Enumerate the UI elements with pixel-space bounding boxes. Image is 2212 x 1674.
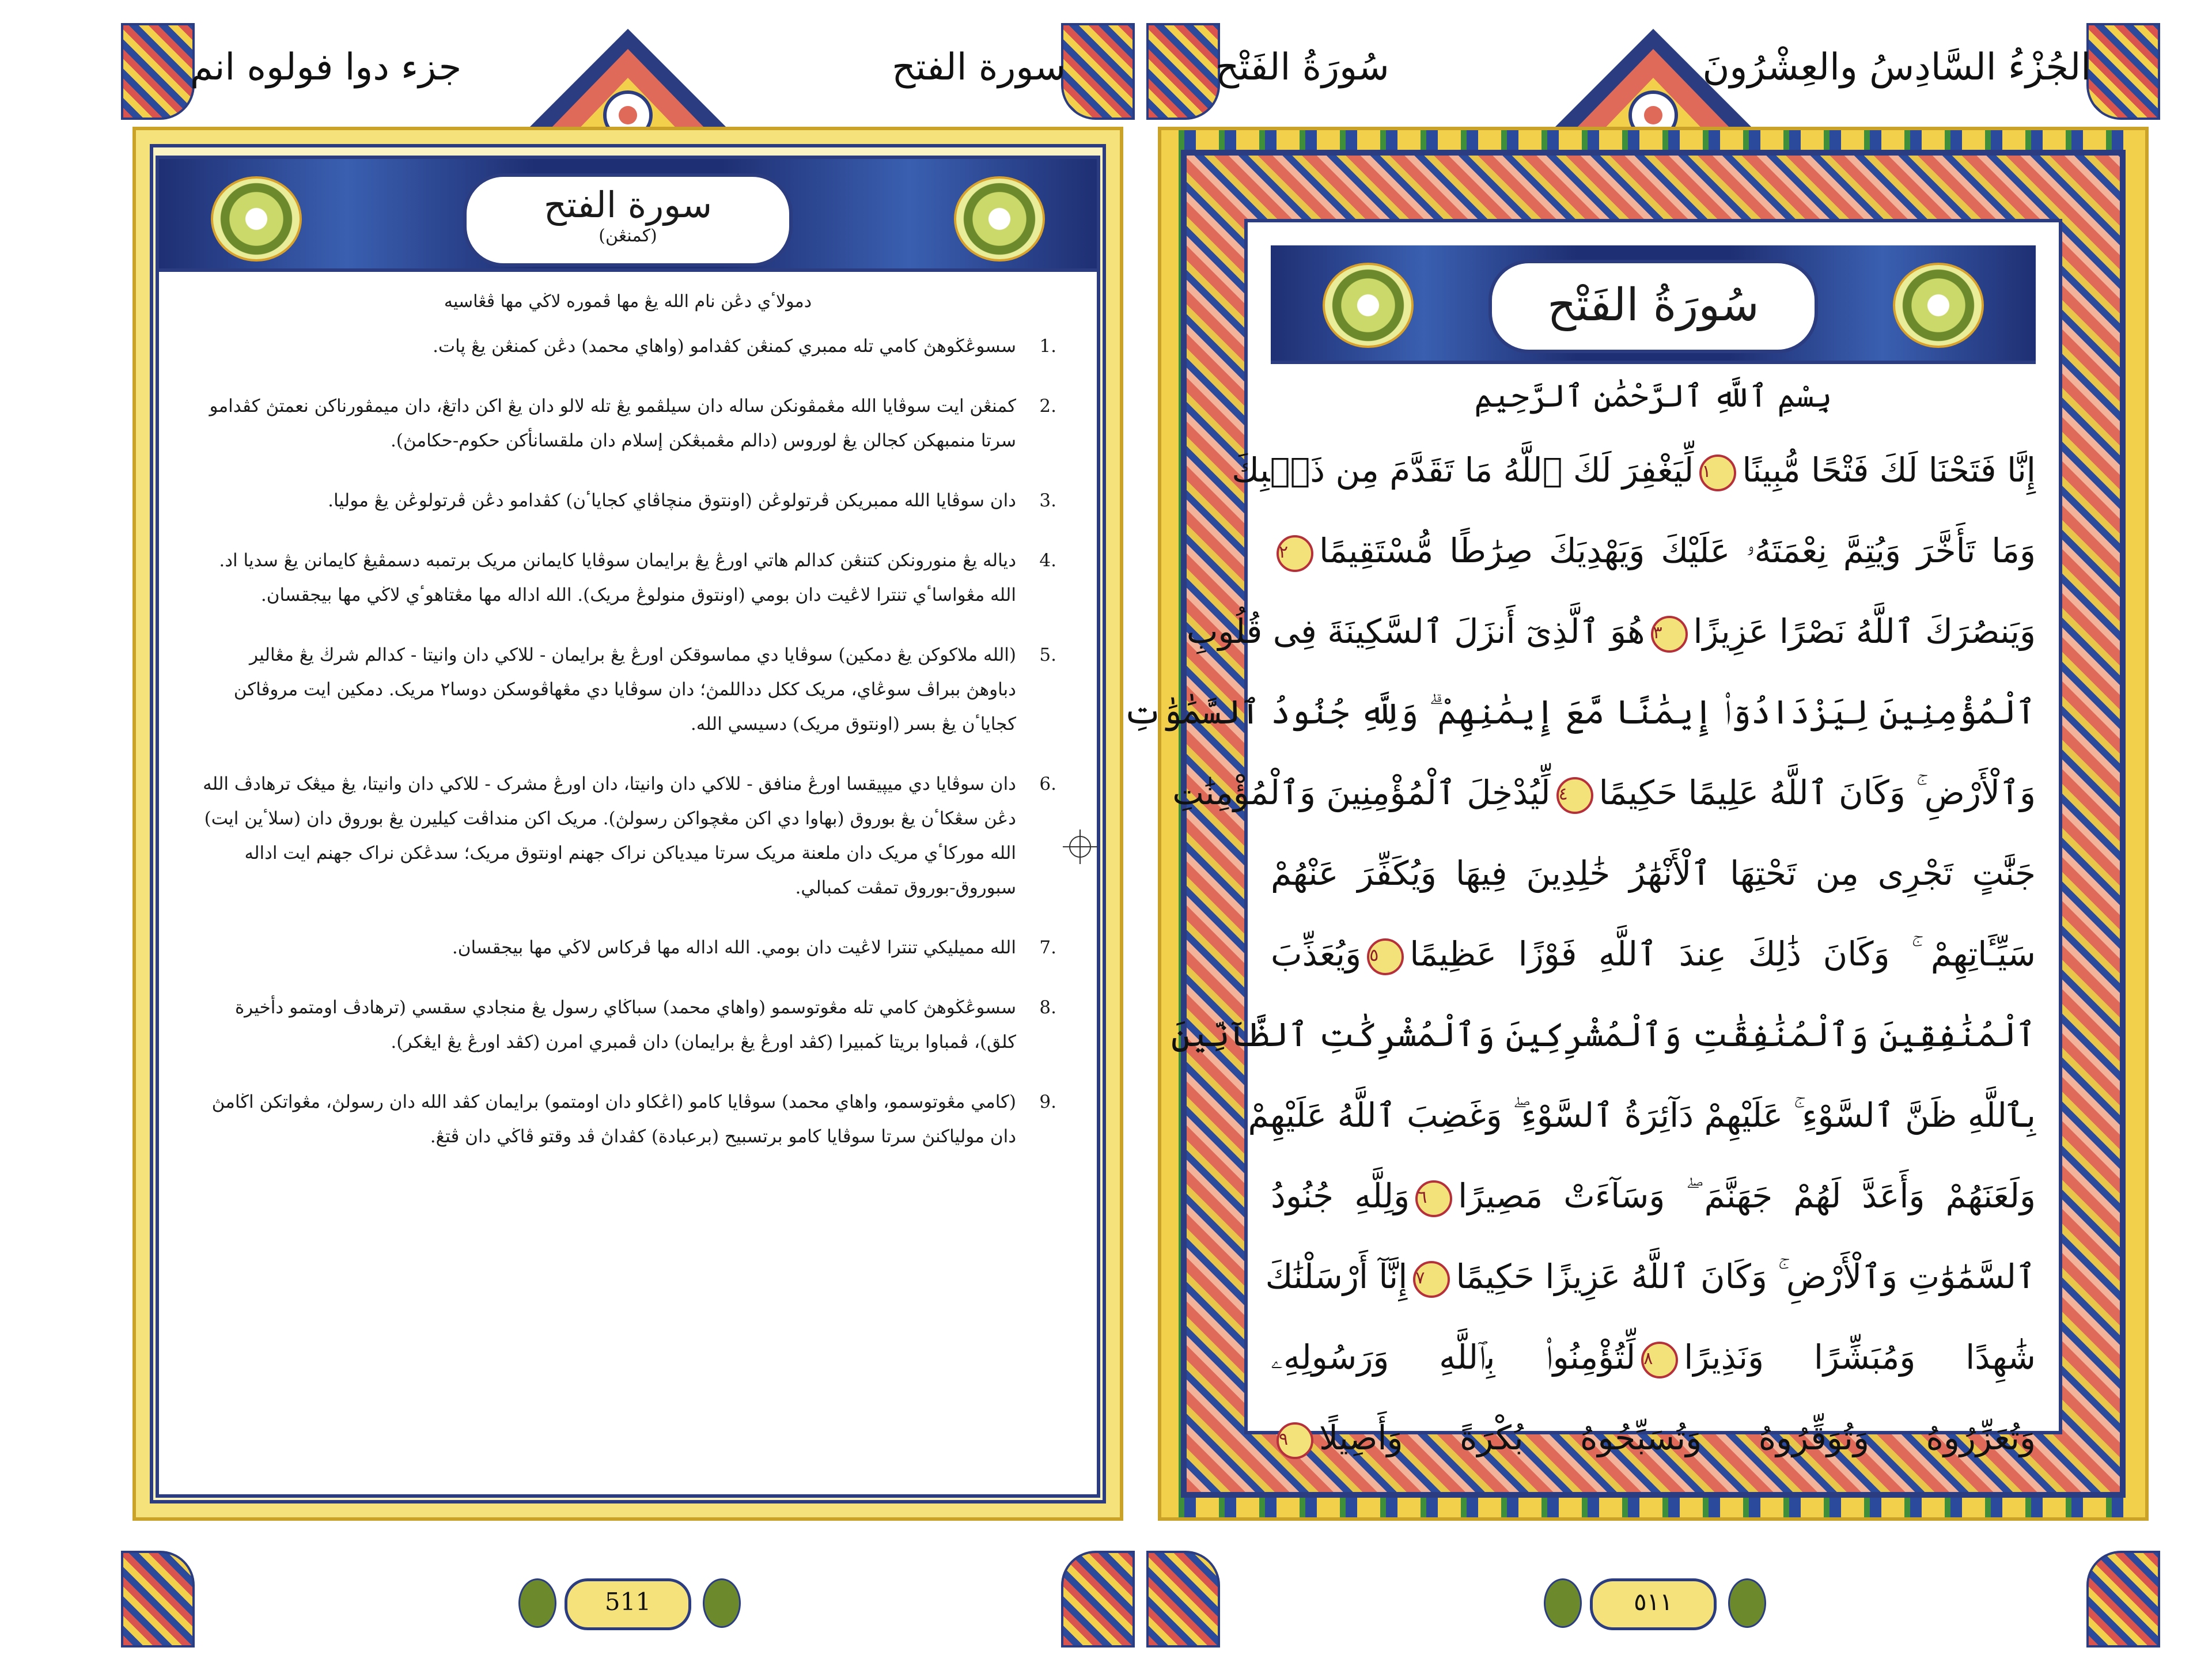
verse-item [199,329,1056,363]
ayah-line: ٱلْمُؤْمِنِينَ لِيَزْدَادُوٓا۟ إِيمَٰنًا مَّعَ إِيمَٰنِهِمْ ۗ وَلِلَّهِ جُنُودُ ٱلسَّمَٰوَٰتِ [1123,692,2036,732]
text-panel [1123,219,2062,1457]
ayah-line: وَتُعَزِّرُوهُ وَتُوَقِّرُوهُ وَتُسَبِّحُوهُ بُكْرَةً وَأَصِيلًا٩ [1271,1397,2036,1478]
surah-banner [1271,245,2036,364]
surah-subtitle: (كمنڠن) [599,226,657,246]
verse-item [199,543,1056,612]
medallion-ornament [1893,263,1984,348]
crosshair-icon [1063,830,1097,864]
ayah-marker: ٢ [1277,535,1313,572]
verse-text: دان سوڤايا الله ممبريكن ڤرتولوڠن (اونتوق منچاڤاي كجاياٴن) كڤدامو دڠن ڤرتولوڠن يڠ موليا. [328,490,1016,511]
verse-text: (كامي مڠوتوسمو، واهاي محمد) سوڤايا كامو (اڠكاو دان اومتمو) برايمان كڤد الله دان رسولڽ، مڠواتكن اڬامڽ دان مولياكنڽ سرتا سوڤايا كامو برتسبيح (برعبادة) كڤداڽ ڤد وقتو ڤاڬي دان ڤتڠ. [211,1092,1016,1147]
verse-text: (الله ملاكوكن يڠ دمكين) سوڤايا دي مماسوقكن اورڠ يڠ برايمان - للاكي دان وانيتا - كدالم شرڬ يڠ مڠالير دباوهڽ ببراڤ سوڠاي، مريک ككل دداللمڽ؛ دان سوڤايا دي مڠهاڤوسكن دوسا٢ مريک. دمكين ايت مروڤاكن كجاياٴن يڠ بسر (اونتوق مريک) دسيسي الله. [233,645,1016,734]
translation-text [199,291,1056,1179]
verse-text: سسوڠڬوهڽ كامي تله مڠوتوسمو (واهاي محمد) سباڬاي رسول يڠ منجادي سقسي (ترهادڤ اومتمو دأخيرة كلق)، ڤمباوا بريتا ڬمبيرا (كڤد اورڠ يڠ برايمان) دان ڤمبري امرن (كڤد اورڠ يڠ ايڠكر). [234,997,1016,1052]
ayah-line: ٱلْمُنَٰفِقِينَ وَٱلْمُنَٰفِقَٰتِ وَٱلْمُشْرِكِينَ وَٱلْمُشْرِكَٰتِ ٱلظَّآنِّينَ [1171,1015,2036,1054]
medallion-ornament [954,176,1045,262]
medallion-ornament [1323,263,1414,348]
ayah-marker: ٩ [1277,1422,1313,1459]
surah-title: سورة الفتح [543,184,713,226]
verse-text: الله مميليكي تنترا لاڠيت دان بومي. الله اداله مها ڤركاس لاڬي مها بيجقسان. [452,937,1016,958]
verse-number: 7. [1039,937,1056,958]
verse-number: 6. [1039,774,1056,794]
page-frame [132,127,1123,1521]
verse-number: 3. [1039,490,1056,511]
verse-item [199,638,1056,741]
quran-text [1123,430,2036,1478]
ayah-marker: ٣ [1651,616,1688,653]
ayah-line: وَلَعَنَهُمْ وَأَعَدَّ لَهُمْ جَهَنَّمَ ۖ وَسَآءَتْ مَصِيرًا٦وَلِلَّهِ جُنُودُ [1271,1156,2036,1236]
verse-number: 9. [1039,1092,1056,1112]
corner-ornament [2086,1551,2160,1648]
ayah-marker: ٥ [1367,938,1404,975]
verse-number: 8. [1039,997,1056,1018]
verse-number: 5. [1039,645,1056,665]
juz-title: جزء دوا فولوه انم [190,46,462,89]
page-header [121,23,1135,138]
verse-text: دان سوڤايا دي ميڽيقسا اورڠ منافق - للاكي دان وانيتا، دان اورڠ مشرک - للاكي دان وانيتا، يڠ ميڠک ترهادڤ الله دڠن سڠكاٴن يڠ بوروق (بهاوا دي اكن مڠچواكن رسولڽ). مريک اكن منداڤت كيليرن يڠ بوروق دان (سلاٴين ايت) الله موركاٴي مريک دان ملعنة مريک سرتا ميدياكن نراک جهنم اونتوق مريک؛ سدڠكن نراک جهنم ايت اداله سبوروق-بوروق تمڤت كمبالي. [203,774,1016,898]
surah-cartouche [1488,260,1818,353]
corner-ornament [2086,23,2160,120]
leaf-ornament [1728,1578,1766,1628]
surah-title: سُورَةُ الفَتْح [1547,279,1759,331]
surah-banner [159,159,1097,272]
verse-item [199,767,1056,905]
ayah-line: بِٱللَّهِ ظَنَّ ٱلسَّوْءِ ۚ عَلَيْهِمْ دَآئِرَةُ ٱلسَّوْءِ ۖ وَغَضِبَ ٱللَّهُ عَلَيْهِمْ [1248,1096,2036,1135]
basmala: بِسْمِ ٱللَّهِ ٱلرَّحْمَٰنِ ٱلرَّحِيمِ [1474,378,1832,414]
surah-header: سورة الفتح [892,46,1066,89]
page-number: 511 [565,1578,691,1630]
page-number: ٥١١ [1590,1578,1717,1630]
basmala-translation: دمولاٴي دڠن نام الله يڠ مها ڤموره لاڬي مها ڤڠاسيه [444,291,812,312]
ayah-marker: ٨ [1641,1342,1678,1378]
juz-title: الجُزْءُ السَّادِسُ والعِشْرُونَ [1702,46,2091,89]
corner-ornament [1061,1551,1135,1648]
verse-number: 1. [1039,336,1056,357]
ayah-line: ٱلسَّمَٰوَٰتِ وَٱلْأَرْضِ ۚ وَكَانَ ٱللَّهُ عَزِيزًا حَكِيمًا٧إِنَّآ أَرْسَلْنَٰكَ [1271,1236,2036,1317]
text-panel [156,156,1100,1498]
ayah-marker: ٦ [1415,1180,1452,1217]
ayah-line: وَمَا تَأَخَّرَ وَيُتِمَّ نِعْمَتَهُۥ عَلَيْكَ وَيَهْدِيَكَ صِرَٰطًا مُّسْتَقِيمًا٢ [1271,510,2036,591]
corner-ornament [1061,23,1135,120]
leaf-ornament [1544,1578,1582,1628]
page-header [1146,23,2160,138]
medallion-ornament [211,176,302,262]
leaf-ornament [703,1578,741,1628]
verse-item [199,483,1056,518]
ayah-line: سَيِّـَٔاتِهِمْ ۚ وَكَانَ ذَٰلِكَ عِندَ ٱللَّهِ فَوْزًا عَظِيمًا٥وَيُعَذِّبَ [1271,914,2036,994]
verse-item [199,990,1056,1059]
corner-ornament [121,23,195,120]
verse-item [199,389,1056,458]
ayah-line: وَٱلْأَرْضِ ۚ وَكَانَ ٱللَّهُ عَلِيمًا حَكِيمًا٤لِّيُدْخِلَ ٱلْمُؤْمِنِينَ وَٱلْمُؤْمِنَٰتِ [1271,752,2036,833]
ayah-line: إِنَّا فَتَحْنَا لَكَ فَتْحًا مُّبِينًا١لِّيَغْفِرَ لَكَ ٱللَّهُ مَا تَقَدَّمَ مِن ذَنۢبِكَ [1271,430,2036,510]
verse-text: دياله يڠ منورونكن كتنڠن كدالم هاتي اورڠ يڠ برايمان سوڤايا كايمانن مريک برتمبه دسمڤيڠ كايمانن يڠ سديا اد. الله مڠواساٴي تنترا لاڠيت دان بومي (اونتوق منولوڠ مريک). الله اداله مها مڠتاهوٴي لاڬي مها بيجقسان. [219,550,1016,605]
corner-ornament [1146,23,1220,120]
ayah-line: شَٰهِدًا وَمُبَشِّرًا وَنَذِيرًا٨لِّتُؤْمِنُوا۟ بِٱللَّهِ وَرَسُولِهِۦ [1271,1317,2036,1397]
surah-header: سُورَةُ الفَتْح [1215,46,1389,89]
translation-page [121,23,1135,1648]
page-frame [1123,127,2149,1521]
ayah-marker: ٧ [1413,1261,1450,1298]
verse-number: 4. [1039,550,1056,571]
ayah-line: جَنَّٰتٍ تَجْرِى مِن تَحْتِهَا ٱلْأَنْهَٰرُ خَٰلِدِينَ فِيهَا وَيُكَفِّرَ عَنْهُمْ [1271,854,2036,893]
verse-number: 2. [1039,396,1056,416]
corner-ornament [121,1551,195,1648]
ayah-marker: ١ [1699,455,1736,491]
surah-cartouche [463,173,793,267]
page-footer [1146,1532,2160,1648]
page-footer [121,1532,1135,1648]
verse-item [199,1085,1056,1154]
verse-text: سسوڠڬوهڽ كامي تله ممبري كمنڠن كڤدامو (واهاي محمد) دڠن كمنڠن يڠ ڽات. [433,336,1016,357]
corner-ornament [1146,1551,1220,1648]
ayah-line: وَيَنصُرَكَ ٱللَّهُ نَصْرًا عَزِيزًا٣هُوَ ٱلَّذِىٓ أَنزَلَ ٱلسَّكِينَةَ فِى قُلُوبِ [1271,591,2036,672]
quran-page [1123,23,2160,1648]
ayah-marker: ٤ [1556,777,1593,814]
verse-item [199,930,1056,965]
leaf-ornament [518,1578,556,1628]
verse-text: كمنڠن ايت سوڤايا الله مڠمڤونكن ساله دان سيلڤمو يڠ تله لالو دان يڠ اكن داتڠ، دان ميمڤورناكن نعمتڽ كڤدامو سرتا منمبهكن كجالن يڠ لوروس (دالم مڠمبڠكن إسلام دان ملقسانأكن حكوم-حكامڽ). [209,396,1016,451]
